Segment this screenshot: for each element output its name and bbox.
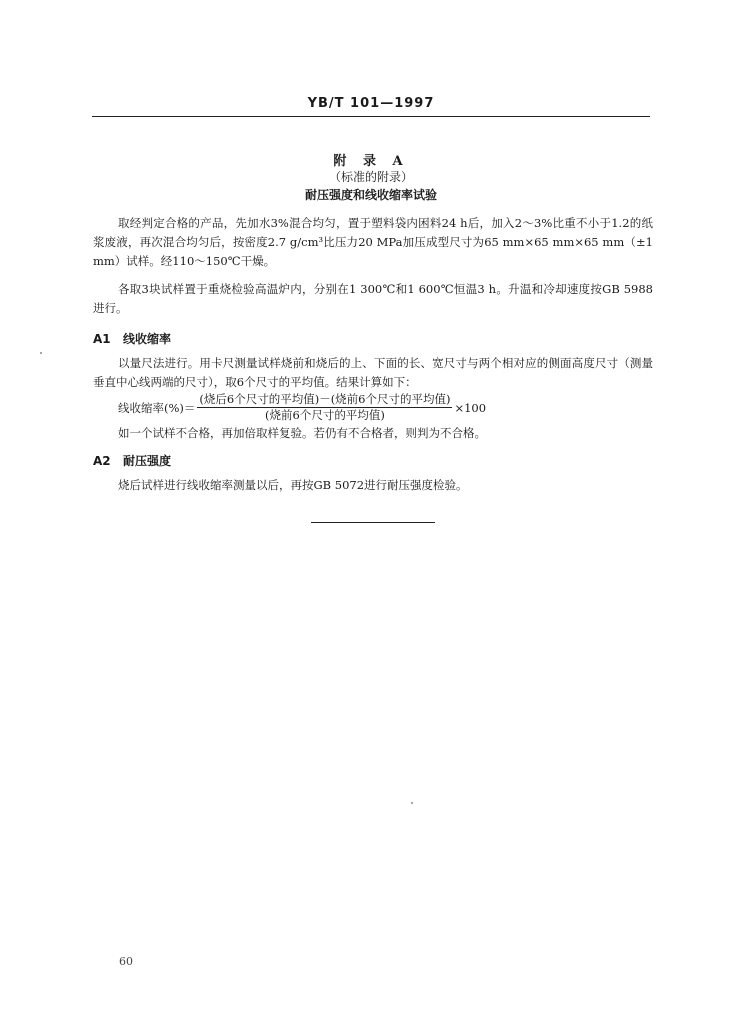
formula-rhs: ×100	[454, 400, 487, 415]
a1-paragraph-1: 以量尺法进行。用卡尺测量试样烧前和烧后的上、下面的长、宽尺寸与两个相对应的侧面高度尺寸（测量垂直中心线两端的尺寸），取6个尺寸的平均值。结果计算如下：	[93, 356, 653, 389]
section-a2-title: 耐压强度	[123, 454, 172, 468]
annex-name: 耐压强度和线收缩率试验	[304, 188, 437, 202]
section-a2-number: A2	[93, 454, 111, 468]
formula-denominator: (烧前6个尺寸的平均值)	[265, 408, 385, 422]
page-number: 60	[119, 955, 133, 968]
section-a1-title: 线收缩率	[123, 332, 172, 346]
section-a1-heading	[93, 330, 171, 347]
section-a2-heading	[93, 452, 171, 469]
scan-speck	[411, 802, 413, 804]
section-a1-number: A1	[93, 332, 111, 346]
a1-paragraph-2: 如一个试样不合格，再加倍取样复验。若仍有不合格者，则判为不合格。	[118, 426, 486, 440]
intro-paragraph-2: 各取3块试样置于重烧检验高温炉内，分别在1 300℃和1 600℃恒温3 h。升温和冷却速度按GB 5988进行。	[93, 282, 653, 315]
standard-code: YB/T 101—1997	[307, 96, 435, 111]
intro-paragraph-1: 取经判定合格的产品，先加水3%混合均匀，置于塑料袋内困料24 h后，加入2～3%比重不小于1.2的纸浆废液，再次混合均匀后，按密度2.7 g/cm³比压力20 MPa加压成型尺寸为65 mm×65 mm×65 mm（±1 mm）试样。经110～150℃干燥。	[93, 216, 653, 268]
annex-subtitle: （标准的附录）	[328, 170, 413, 184]
annex-title: 附 录 A	[333, 154, 409, 169]
header-rule	[92, 116, 650, 117]
formula-numerator: (烧后6个尺寸的平均值)－(烧前6个尺寸的平均值)	[199, 392, 451, 406]
formula-lhs: 线收缩率(%)＝	[118, 400, 196, 415]
formula-fraction	[197, 392, 452, 423]
a2-paragraph-1: 烧后试样进行线收缩率测量以后，再按GB 5072进行耐压强度检验。	[118, 478, 468, 492]
scan-speck	[40, 352, 42, 354]
end-rule	[311, 522, 435, 523]
shrinkage-formula	[118, 392, 486, 423]
